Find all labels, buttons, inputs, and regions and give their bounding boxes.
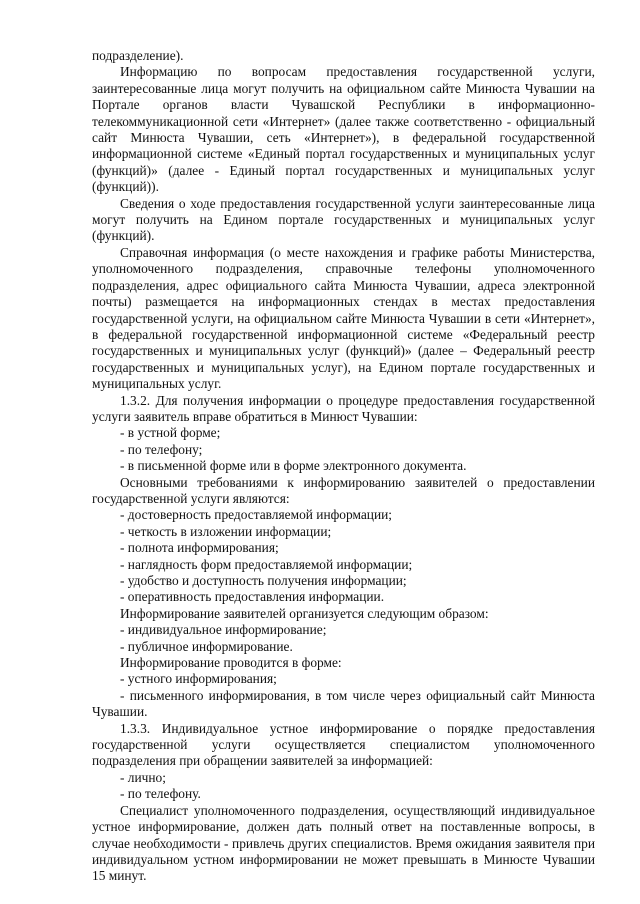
paragraph-progress-info: Сведения о ходе предоставления государственной услуги заинтересованные лица могут получить на Едином портале государственных и муниципальных услуг (функций). — [92, 195, 595, 244]
list-item-in-person: - лично; — [120, 769, 166, 785]
list-item-visual-forms: - наглядность форм предоставляемой информации; — [120, 556, 413, 572]
paragraph-section-1-3-3: 1.3.3. Индивидуальное устное информирование о порядке предоставления государственной услуги осуществляется специалистом уполномоченного подразделения при обращении заявителей за информацией: — [92, 720, 595, 769]
list-item-written-form: - в письменной форме или в форме электронного документа. — [120, 458, 467, 474]
list-item-oral-info: - устного информирования; — [120, 671, 277, 687]
list-item-oral-form: - в устной форме; — [120, 425, 221, 441]
list-item-individual: - индивидуальное информирование; — [120, 622, 327, 638]
paragraph-info-sources: Информацию по вопросам предоставления государственной услуги, заинтересованные лица могут получить на официальном сайте Минюста Чувашии на Портале органов власти Чувашской Республики в информационно-телекоммуникационной сети «Интернет» (далее также соответственно - официальный сайт Минюста Чувашии, сеть «Интернет»), в федеральной государственной информационной системе «Единый портал государственных и муниципальных услуг (функций)» (далее - Единый портал государственных и муниципальных услуг (функций)). — [92, 64, 595, 195]
list-item-accessibility: - удобство и доступность получения информации; — [120, 573, 407, 588]
list-item-written-info: - письменного информирования, в том числе через официальный сайт Минюста Чувашии. — [92, 687, 595, 720]
list-item-phone: - по телефону. — [120, 786, 201, 802]
list-item-by-phone: - по телефону; — [120, 441, 203, 457]
paragraph-section-1-3-2: 1.3.2. Для получения информации о процедуре предоставления государственной услуги заявитель вправе обратиться в Минюст Чувашии: — [92, 392, 595, 424]
paragraph-continuation: подразделение). — [92, 48, 184, 63]
list-item-public: - публичное информирование. — [120, 638, 293, 654]
paragraph-reference-info: Справочная информация (о месте нахождения и графике работы Министерства, уполномоченного подразделения, справочные телефоны уполномоченного подразделения, адрес официального сайта Минюста Чувашии, адреса электронной почты) размещается на информационных стендах в местах предоставления государственной услуги, на официальном сайте Минюста Чувашии в сети «Интернет», в федеральной государственной информационной системе «Федеральный реестр государственных и муниципальных услуг (функций)» (далее – Федеральный реестр государственных и муниципальных услуг), на Едином портале государственных и муниципальных услуг. — [92, 244, 595, 392]
paragraph-specialist: Специалист уполномоченного подразделения, осуществляющий индивидуальное устное информирование, должен дать полный ответ на поставленные вопросы, в случае необходимости - привлечь других специалистов. Время ожидания заявителя при индивидуальном устном информировании не может превышать в Минюсте Чувашии 15 минут. — [92, 802, 595, 884]
paragraph-requirements: Основными требованиями к информированию заявителей о предоставлении государственной услуги являются: — [92, 474, 595, 506]
list-item-promptness: - оперативность предоставления информации. — [120, 589, 385, 605]
paragraph-forms: Информирование проводится в форме: — [120, 655, 342, 671]
document-page — [92, 48, 595, 885]
list-item-completeness: - полнота информирования; — [120, 540, 279, 556]
list-item-reliability: - достоверность предоставляемой информации; — [120, 507, 393, 523]
list-item-clarity: - четкость в изложении информации; — [120, 523, 332, 539]
paragraph-organization: Информирование заявителей организуется следующим образом: — [120, 605, 489, 621]
